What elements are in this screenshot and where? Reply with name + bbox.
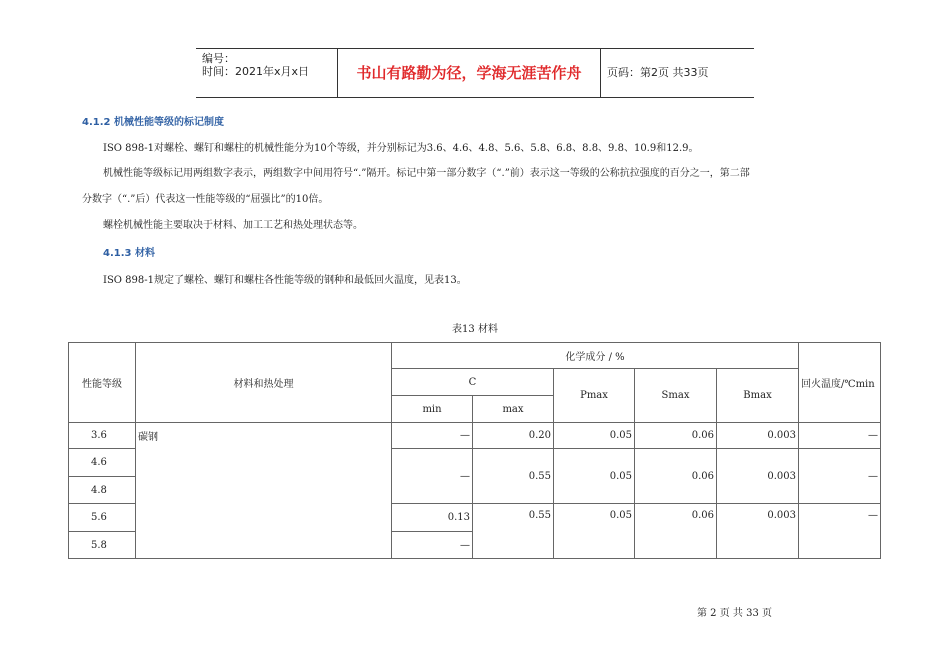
cell-b: 0.003 bbox=[717, 504, 799, 559]
document-number-label: 编号： bbox=[202, 52, 235, 65]
cell-grade: 5.6 bbox=[69, 504, 136, 532]
page-header bbox=[196, 48, 754, 98]
header-meta bbox=[196, 49, 338, 97]
cell-temper-temp: — bbox=[799, 504, 881, 559]
materials-table bbox=[68, 342, 881, 559]
cell-s: 0.06 bbox=[635, 449, 717, 504]
cell-p: 0.05 bbox=[554, 423, 635, 449]
cell-b: 0.003 bbox=[717, 449, 799, 504]
cell-b: 0.003 bbox=[717, 423, 799, 449]
cell-s: 0.06 bbox=[635, 423, 717, 449]
cell-p: 0.05 bbox=[554, 449, 635, 504]
page-footer: 第 2 页 共 33 页 bbox=[697, 608, 772, 619]
cell-material: 碳钢 bbox=[136, 423, 392, 559]
table-header-row bbox=[69, 343, 881, 369]
cell-grade: 3.6 bbox=[69, 423, 136, 449]
table-caption: 表13 材料 bbox=[452, 324, 498, 335]
paragraph: 机械性能等级标记用两组数字表示，两组数字中间用符号“.”隔开。标记中第一部分数字（“.”前）表示这一等级的公称抗拉强度的百分之一，第二部 bbox=[103, 168, 750, 179]
document-time: 时间：2021年x月x日 bbox=[202, 65, 310, 78]
cell-p: 0.05 bbox=[554, 504, 635, 559]
section-heading-4-1-3: 4.1.3 材料 bbox=[103, 248, 155, 259]
cell-c-min: 0.13 bbox=[392, 504, 473, 532]
cell-grade: 5.8 bbox=[69, 532, 136, 559]
cell-c-max: 0.55 bbox=[473, 449, 554, 504]
header-chemical: 化学成分 / % bbox=[392, 343, 799, 369]
cell-temper-temp: — bbox=[799, 449, 881, 504]
paragraph: ISO 898-1规定了螺栓、螺钉和螺柱各性能等级的钢种和最低回火温度，见表13。 bbox=[103, 275, 467, 286]
paragraph: ISO 898-1对螺栓、螺钉和螺柱的机械性能分为10个等级，并分别标记为3.6、4.6、4.8、5.6、5.8、6.8、8.8、9.8、10.9和12.9。 bbox=[103, 143, 699, 154]
cell-c-min: — bbox=[392, 423, 473, 449]
cell-grade: 4.8 bbox=[69, 477, 136, 504]
header-b: Bmax bbox=[717, 369, 799, 423]
paragraph: 螺栓机械性能主要取决于材料、加工工艺和热处理状态等。 bbox=[103, 220, 363, 231]
header-c-min: min bbox=[392, 396, 473, 423]
cell-temper-temp: — bbox=[799, 423, 881, 449]
cell-c-min: — bbox=[392, 449, 473, 504]
cell-c-max: 0.55 bbox=[473, 504, 554, 559]
cell-s: 0.06 bbox=[635, 504, 717, 559]
section-heading-4-1-2: 4.1.2 机械性能等级的标记制度 bbox=[82, 117, 224, 128]
header-p: Pmax bbox=[554, 369, 635, 423]
header-temper-temp: 回火温度/℃min bbox=[799, 343, 881, 423]
cell-grade: 4.6 bbox=[69, 449, 136, 477]
header-grade: 性能等级 bbox=[69, 343, 136, 423]
header-motto: 书山有路勤为径，学海无涯苦作舟 bbox=[338, 49, 601, 97]
cell-c-min: — bbox=[392, 532, 473, 559]
table-row bbox=[69, 423, 881, 449]
header-carbon: C bbox=[392, 369, 554, 396]
header-material: 材料和热处理 bbox=[136, 343, 392, 423]
header-s: Smax bbox=[635, 369, 717, 423]
paragraph-continuation: 分数字（“.”后）代表这一性能等级的“屈强比”的10倍。 bbox=[82, 194, 329, 205]
header-c-max: max bbox=[473, 396, 554, 423]
cell-c-max: 0.20 bbox=[473, 423, 554, 449]
header-page-code: 页码：第2页 共33页 bbox=[607, 66, 709, 79]
